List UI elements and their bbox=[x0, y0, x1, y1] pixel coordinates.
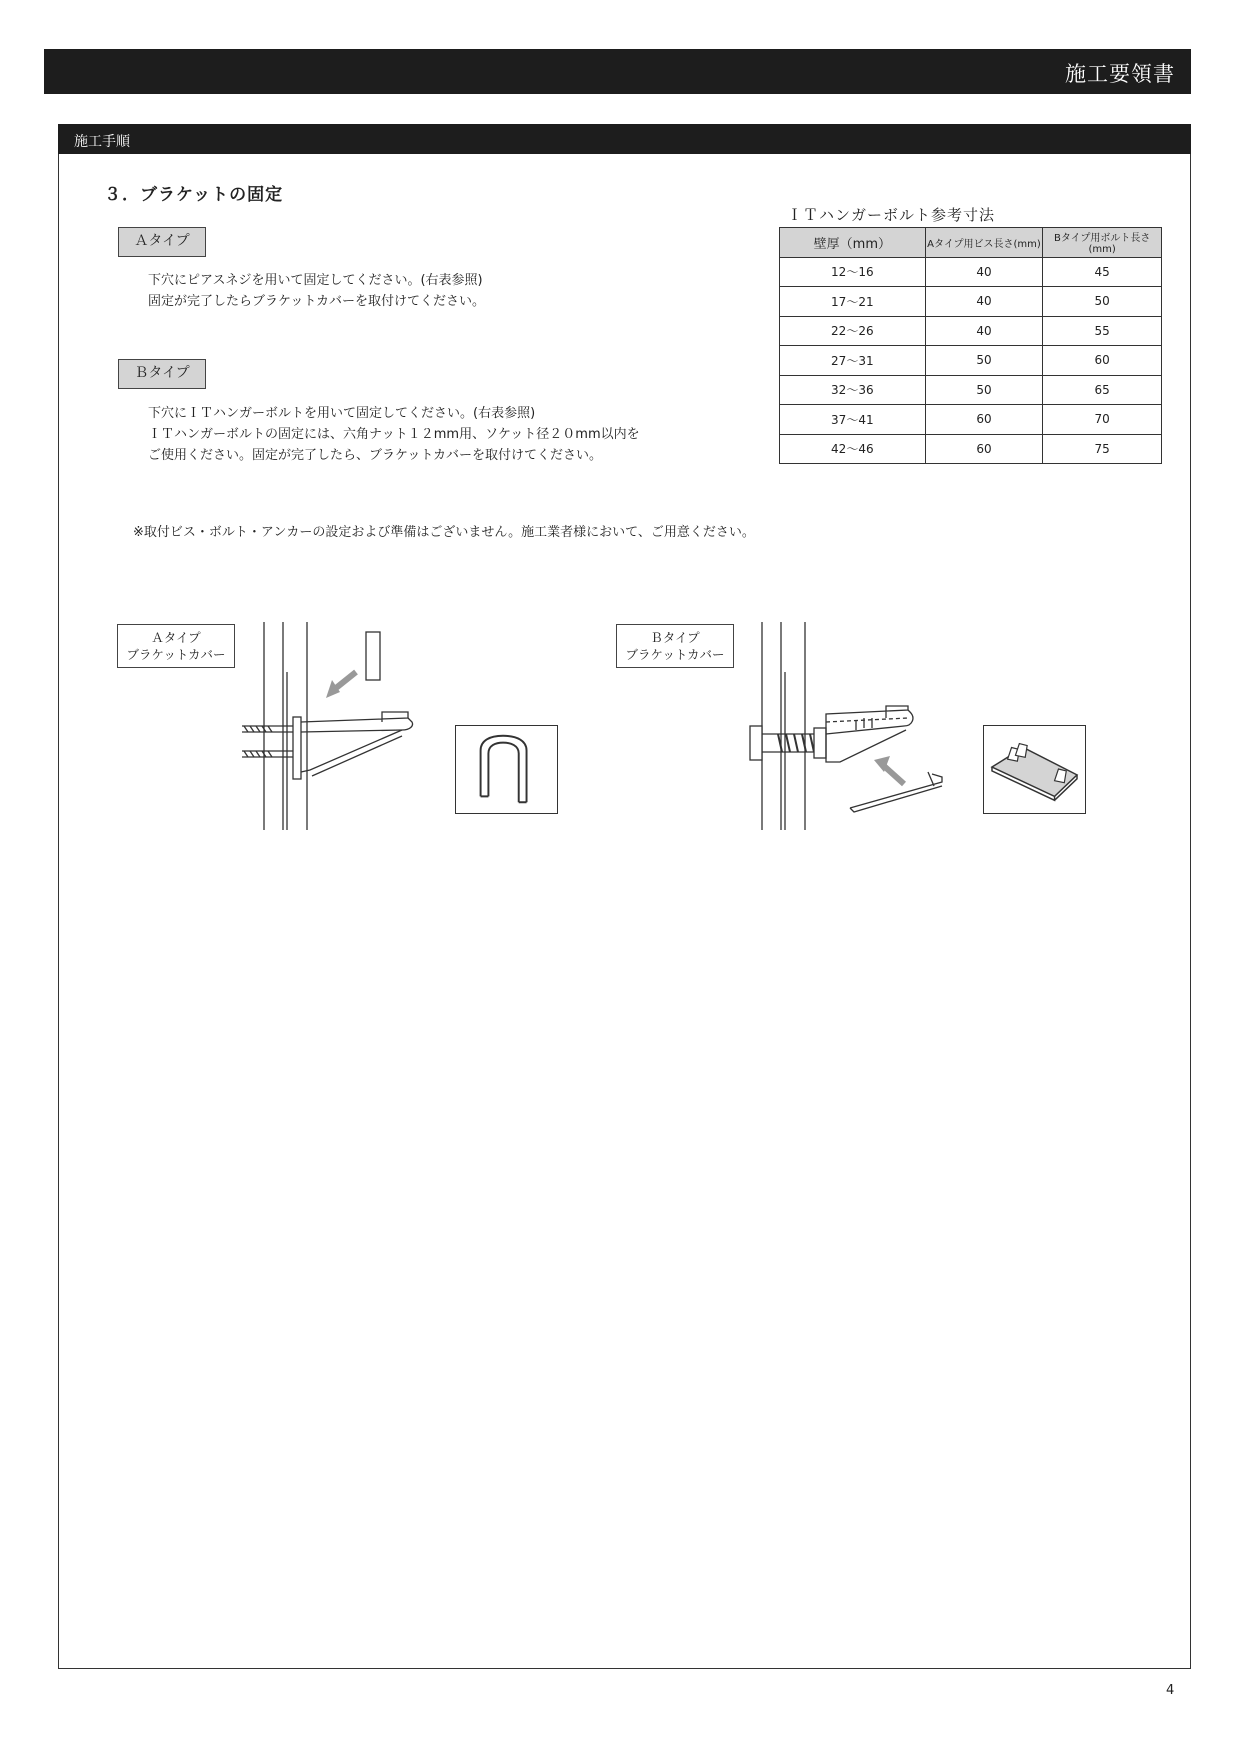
table-cell: 32～36 bbox=[780, 375, 926, 405]
table-cell: 27～31 bbox=[780, 346, 926, 376]
type-a-instructions bbox=[148, 270, 485, 312]
diagram-a-label bbox=[117, 624, 235, 668]
diagram-b-type: Ｂタイプ bbox=[650, 630, 700, 645]
page-number: 4 bbox=[1166, 1683, 1175, 1698]
table-cell: 42～46 bbox=[780, 434, 926, 464]
type-b-cover-detail bbox=[983, 725, 1086, 814]
table-cell: 40 bbox=[925, 316, 1043, 346]
bolt-size-table bbox=[779, 227, 1162, 464]
type-a-label: Ａタイプ bbox=[118, 227, 206, 257]
table-cell: 55 bbox=[1043, 316, 1162, 346]
table-cell: 45 bbox=[1043, 257, 1162, 287]
header-bar bbox=[44, 49, 1191, 94]
table-row bbox=[780, 375, 1162, 405]
table-row bbox=[780, 405, 1162, 435]
table-header: 壁厚（mm） bbox=[780, 228, 926, 258]
type-b-instructions bbox=[148, 403, 640, 466]
type-a-line-2: 固定が完了したらブラケットカバーを取付けてください。 bbox=[148, 294, 485, 309]
type-b-line-1: 下穴にＩＴハンガーボルトを用いて固定してください。(右表参照) bbox=[148, 406, 536, 421]
table-row bbox=[780, 287, 1162, 317]
table-row bbox=[780, 434, 1162, 464]
type-b-bracket-illustration bbox=[728, 622, 948, 832]
document-title: 施工要領書 bbox=[1065, 62, 1175, 86]
step-title: ３．ブラケットの固定 bbox=[104, 185, 284, 205]
table-cell: 60 bbox=[925, 405, 1043, 435]
table-cell: 50 bbox=[925, 375, 1043, 405]
table-row bbox=[780, 346, 1162, 376]
table-cell: 40 bbox=[925, 257, 1043, 287]
table-cell: 60 bbox=[925, 434, 1043, 464]
type-b-line-3: ご使用ください。固定が完了したら、ブラケットカバーを取付けてください。 bbox=[148, 448, 602, 463]
type-b-line-2: ＩＴハンガーボルトの固定には、六角ナット１２mm用、ソケット径２０mm以内を bbox=[148, 427, 640, 442]
table-row bbox=[780, 257, 1162, 287]
table-cell: 70 bbox=[1043, 405, 1162, 435]
table-cell: 37～41 bbox=[780, 405, 926, 435]
table-row bbox=[780, 316, 1162, 346]
table-cell: 50 bbox=[925, 346, 1043, 376]
table-header: Bタイプ用ボルト長さ(mm) bbox=[1043, 228, 1162, 258]
note: ※取付ビス・ボルト・アンカーの設定および準備はございません。施工業者様において、ご用意ください。 bbox=[133, 525, 755, 540]
section-bar bbox=[58, 124, 1191, 154]
diagram-b-label bbox=[616, 624, 734, 668]
type-a-bracket-illustration bbox=[230, 622, 430, 832]
diagram-a-part: ブラケットカバー bbox=[126, 647, 226, 662]
table-cell: 12～16 bbox=[780, 257, 926, 287]
table-cell: 17～21 bbox=[780, 287, 926, 317]
table-caption: ＩＴハンガーボルト参考寸法 bbox=[787, 206, 996, 224]
section-label: 施工手順 bbox=[74, 134, 130, 150]
table-cell: 60 bbox=[1043, 346, 1162, 376]
table-header-row bbox=[780, 228, 1162, 258]
table-cell: 50 bbox=[1043, 287, 1162, 317]
diagram-a-type: Ａタイプ bbox=[151, 630, 201, 645]
type-b-label: Ｂタイプ bbox=[118, 359, 206, 389]
table-header: Aタイプ用ビス長さ(mm) bbox=[925, 228, 1043, 258]
table-cell: 65 bbox=[1043, 375, 1162, 405]
diagram-b-part: ブラケットカバー bbox=[625, 647, 725, 662]
table-cell: 75 bbox=[1043, 434, 1162, 464]
type-a-cover-detail bbox=[455, 725, 558, 814]
table-cell: 22～26 bbox=[780, 316, 926, 346]
type-a-line-1: 下穴にピアスネジを用いて固定してください。(右表参照) bbox=[148, 273, 483, 288]
table-cell: 40 bbox=[925, 287, 1043, 317]
